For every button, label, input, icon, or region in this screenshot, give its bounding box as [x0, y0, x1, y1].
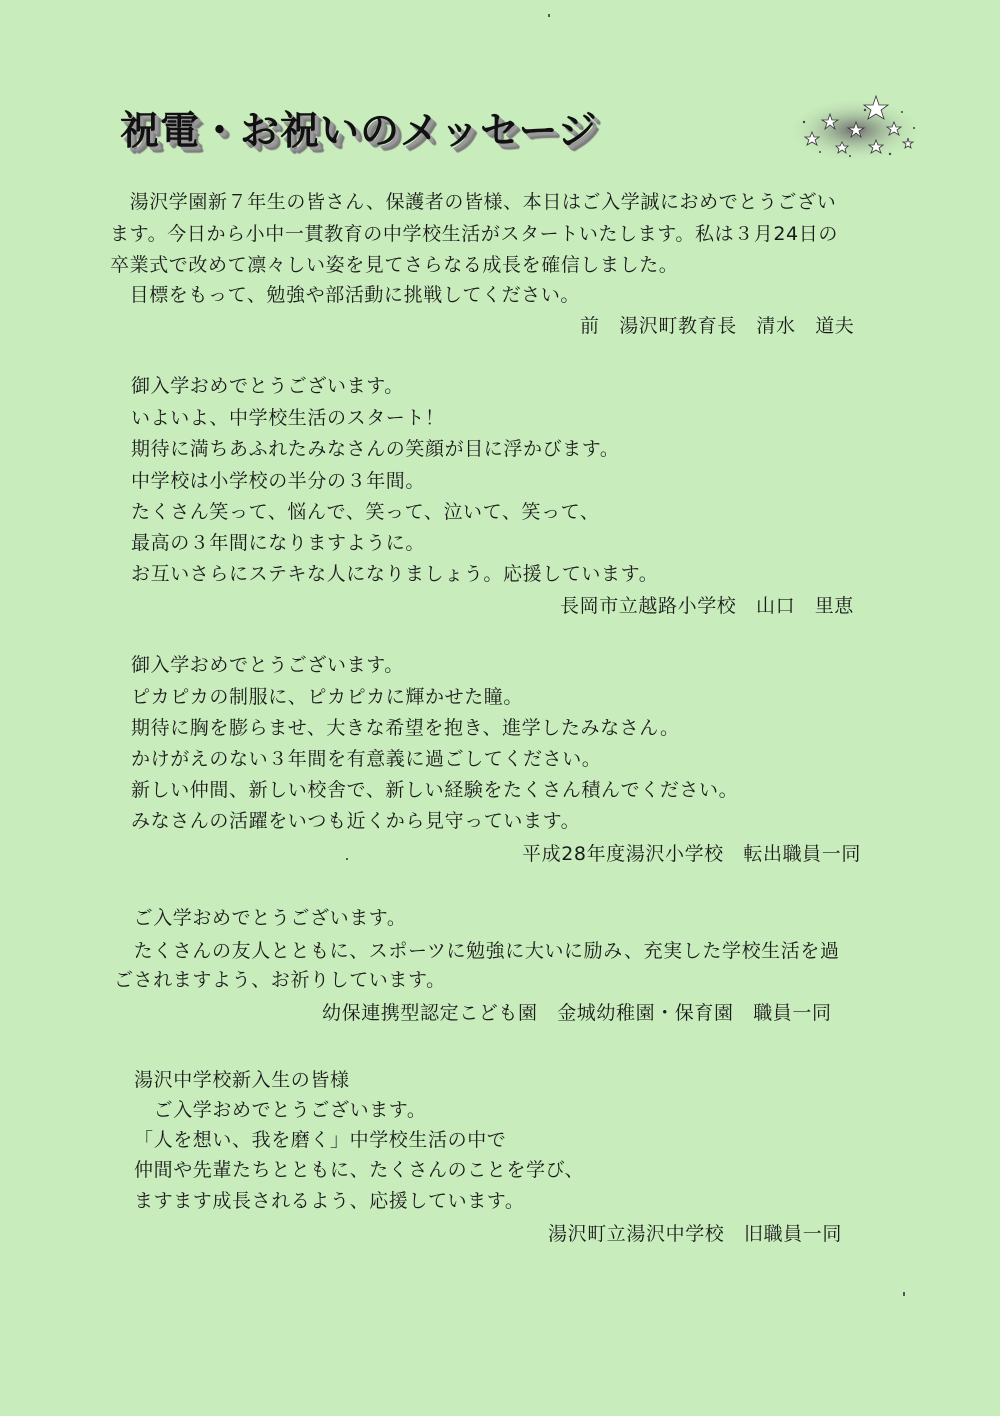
message-line: 中学校は小学校の半分の３年間。: [131, 470, 426, 492]
scan-speck: [903, 1292, 905, 1296]
scan-speck: [548, 14, 550, 17]
message-line: 目標をもって、勉強や部活動に挑戦してください。: [110, 284, 581, 306]
message-line: お互いさらにステキな人になりましょう。応援しています。: [131, 563, 659, 585]
message-line: たくさん笑って、悩んで、笑って、泣いて、笑って、: [131, 501, 600, 523]
message-line: 湯沢学園新７年生の皆さん、保護者の皆様、本日はご入学誠におめでとうござい: [110, 191, 837, 213]
signature: 幼保連携型認定こども園 金城幼稚園・保育園 職員一同: [322, 1002, 832, 1024]
message-line: 最高の３年間になりますように。: [131, 532, 426, 554]
signature: 前 湯沢町教育長 清水 道夫: [580, 315, 855, 337]
message-line: いよいよ、中学校生活のスタート！: [131, 407, 445, 429]
message-line: ます。今日から小中一貫教育の中学校生活がスタートいたします。私は３月24日の: [110, 223, 838, 245]
page-title: 祝電・お祝いのメッセージ: [120, 109, 598, 154]
message-line: ますます成長されるよう、応援しています。: [134, 1190, 525, 1212]
message-line: ごされますよう、お祈りしています。: [114, 969, 446, 991]
message-line: 卒業式で改めて凛々しい姿を見てさらなる成長を確信しました。: [110, 254, 679, 276]
title-block: [120, 100, 740, 160]
star-cluster-icon: [790, 92, 920, 162]
message-line: 「人を想い、我を磨く」中学校生活の中で: [134, 1129, 507, 1151]
message-line: 期待に胸を膨らませ、大きな希望を抱き、進学したみなさん。: [131, 717, 680, 739]
signature: 平成28年度湯沢小学校 転出職員一同: [522, 843, 861, 865]
message-line: 新しい仲間、新しい校舎で、新しい経験をたくさん積んでください。: [131, 779, 739, 801]
message-line: 御入学おめでとうございます。: [131, 375, 404, 397]
message-line: 仲間や先輩たちとともに、たくさんのことを学び、: [134, 1159, 585, 1181]
message-line: かけがえのない３年間を有意義に過ごしてください。: [131, 748, 602, 770]
message-line: 期待に満ちあふれたみなさんの笑顔が目に浮かびます。: [131, 438, 620, 460]
message-line: ご入学おめでとうございます。: [114, 907, 407, 929]
message-line: ご入学おめでとうございます。: [134, 1099, 427, 1121]
message-line: 湯沢中学校新入生の皆様: [134, 1069, 350, 1091]
message-line: 御入学おめでとうございます。: [131, 654, 404, 676]
message-line: たくさんの友人とともに、スポーツに勉強に大いに励み、充実した学校生活を過: [114, 940, 840, 962]
message-line: ピカピカの制服に、ピカピカに輝かせた瞳。: [131, 686, 524, 708]
message-line: みなさんの活躍をいつも近くから見守っています。: [131, 810, 581, 832]
scan-speck: [346, 858, 348, 860]
signature: 長岡市立越路小学校 山口 里恵: [560, 595, 855, 617]
signature: 湯沢町立湯沢中学校 旧職員一同: [548, 1223, 843, 1245]
